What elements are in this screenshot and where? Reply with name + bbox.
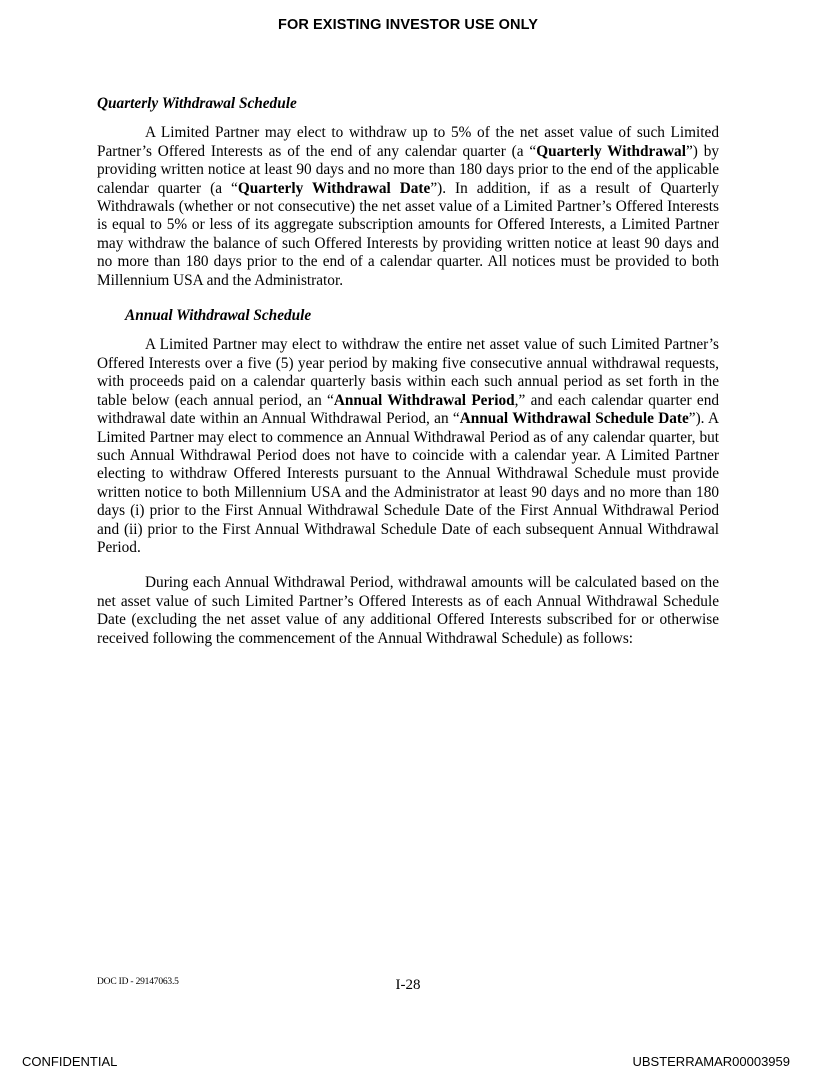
defined-term: Annual Withdrawal Period xyxy=(333,391,515,409)
page-number: I-28 xyxy=(395,977,421,993)
text-run: ”). In addition, if as a result of Quarterly Withdrawals (whether or not consecutive) the net asset value of a Limited Partner’s Offered Interests is equal to 5% or less of its aggregate subscription amounts for Offered Interests, a Limited Partner may withdraw the balance of such Offered Interests by providing written notice at least 90 days and no more than 180 days prior to the end of a calendar quarter. All notices must be provided to both Millennium USA and the Administrator. xyxy=(97,179,719,289)
section-heading-quarterly: Quarterly Withdrawal Schedule xyxy=(97,95,297,112)
confidential-label: CONFIDENTIAL xyxy=(22,1054,118,1069)
defined-term: Quarterly Withdrawal Date xyxy=(237,179,431,197)
annual-paragraph-2: During each Annual Withdrawal Period, withdrawal amounts will be calculated based on the net asset value of such Limited Partner’s Offered Interests as of each Annual Withdrawal Schedule Date (excluding the net asset value of any additional Offered Interests subscribed for or otherwise received following the commencement of the Annual Withdrawal Schedule) as follows: xyxy=(97,574,719,647)
text-run: A Limited Partner may elect to withdraw up to 5% of the net asset value of such Limited Partner’s Offered Interests as of the end of any calendar quarter (a “ xyxy=(97,124,719,160)
document-banner: FOR EXISTING INVESTOR USE ONLY xyxy=(277,17,539,33)
quarterly-paragraph xyxy=(97,124,719,290)
annual-paragraph-1 xyxy=(97,336,719,557)
defined-term: Quarterly Withdrawal xyxy=(536,142,686,160)
text-run: ”) by providing written notice at least 90 days and no more than 180 days prior to the end of the applicable calendar quarter (a “ xyxy=(97,142,719,197)
bates-number: UBSTERRAMAR00003959 xyxy=(632,1054,790,1069)
document-body xyxy=(97,95,719,665)
text-run: A Limited Partner may elect to withdraw the entire net asset value of such Limited Partner’s Offered Interests over a five (5) year period by making five consecutive annual withdrawal requests, with proceeds paid on a calendar quarterly basis within each such annual period as set forth in the table below (each annual period, an “ xyxy=(97,336,719,409)
text-run: ,” and each calendar quarter end withdrawal date within an Annual Withdrawal Period, an “ xyxy=(97,391,719,428)
text-run: ”). A Limited Partner may elect to commence an Annual Withdrawal Period as of any calendar quarter, but such Annual Withdrawal Period does not have to coincide with a calendar year. A Limited Partner electing to withdraw Offered Interests pursuant to the Annual Withdrawal Schedule must provide written notice to both Millennium USA and the Administrator at least 90 days and no more than 180 days (i) prior to the First Annual Withdrawal Schedule Date of the First Annual Withdrawal Period and (ii) prior to the First Annual Withdrawal Schedule Date of each subsequent Annual Withdrawal Period. xyxy=(97,410,719,556)
section-heading-annual: Annual Withdrawal Schedule xyxy=(125,307,312,325)
defined-term: Annual Withdrawal Schedule Date xyxy=(459,410,689,428)
doc-id: DOC ID - 29147063.5 xyxy=(97,977,179,987)
